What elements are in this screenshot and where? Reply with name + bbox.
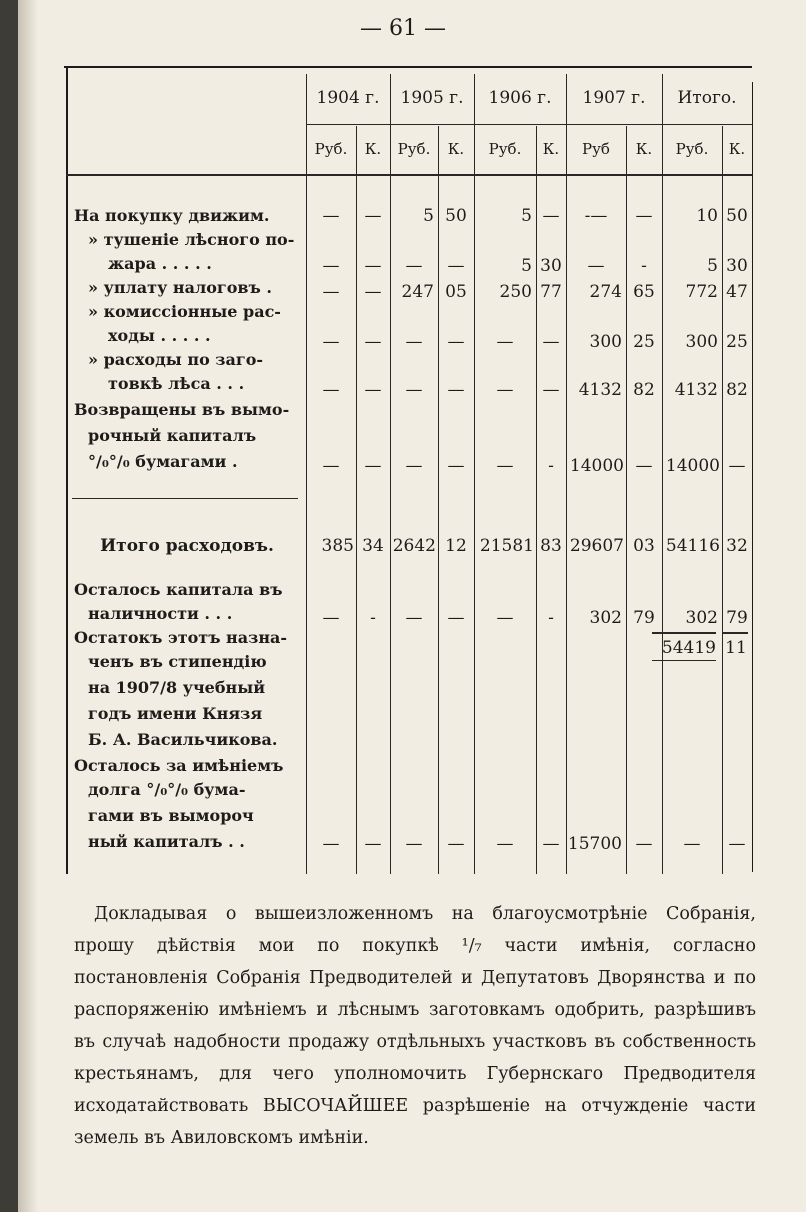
cell: -— bbox=[584, 206, 608, 226]
total-cell: 83 bbox=[540, 536, 562, 556]
header-kop: К. bbox=[728, 140, 746, 158]
cell: 47 bbox=[726, 282, 748, 302]
cell: — bbox=[496, 380, 514, 400]
cell: 82 bbox=[633, 380, 655, 400]
cell: — bbox=[364, 380, 382, 400]
row-label: » тушеніе лѣсного по- bbox=[88, 230, 295, 249]
cell: — bbox=[405, 256, 423, 276]
cell: 79 bbox=[726, 608, 748, 628]
total-cell: 03 bbox=[633, 536, 655, 556]
table-left-rule bbox=[66, 66, 68, 874]
kop-divider bbox=[722, 126, 723, 874]
cell: 274 bbox=[589, 282, 622, 302]
cell: 30 bbox=[540, 256, 562, 276]
header-year: 1906 г. bbox=[488, 88, 552, 108]
subtotal-cell: 54419 bbox=[661, 638, 716, 658]
cell: — bbox=[322, 256, 340, 276]
cell: 14000 bbox=[665, 456, 720, 476]
row-label: на 1907/8 учебный bbox=[88, 678, 266, 697]
cell: - bbox=[548, 608, 554, 628]
cell: — bbox=[364, 206, 382, 226]
header-rule bbox=[306, 124, 752, 125]
row-label: °/₀°/₀ бумагами . bbox=[88, 452, 238, 471]
total-cell: 32 bbox=[726, 536, 748, 556]
subtotal-cell: 11 bbox=[725, 638, 747, 658]
cell: — bbox=[496, 332, 514, 352]
cell: 10 bbox=[696, 206, 718, 226]
cell: — bbox=[542, 332, 560, 352]
gutter-shadow bbox=[18, 0, 38, 1212]
cell: — bbox=[447, 456, 465, 476]
kop-divider bbox=[626, 126, 627, 874]
cell: 79 bbox=[633, 608, 655, 628]
body-paragraph: Докладывая о вышеизложенномъ на благоусмотрѣніе Собранія, прошу дѣйствія мои по покупкѣ ¹/₇ части имѣнія, согласно постановленія Собранія Предводителей и Депутатовъ Дворянства и по распоряженію имѣніемъ и лѣснымъ заготовкамъ одобрить, разрѣшивъ въ случаѣ надобности продажу отдѣльныхъ участковъ въ собственность крестьянамъ, для чего уполномочить Губернскаго Предводителя исходатайствовать ВЫСОЧАЙШЕЕ разрѣшеніе на отчужденіе части земель въ Авиловскомъ имѣніи. bbox=[74, 904, 756, 1148]
row-label: товкѣ лѣса . . . bbox=[108, 374, 245, 393]
header-rub: Руб. bbox=[397, 140, 431, 158]
cell: — bbox=[447, 256, 465, 276]
cell: - bbox=[370, 608, 376, 628]
total-cell: 2642 bbox=[392, 536, 436, 556]
cell: 77 bbox=[540, 282, 562, 302]
cell: — bbox=[322, 608, 340, 628]
row-label: Осталось капитала въ bbox=[74, 580, 283, 599]
row-label: Остатокъ этотъ назна- bbox=[74, 628, 288, 647]
section-rule bbox=[72, 498, 298, 499]
cell: 5 bbox=[423, 206, 434, 226]
row-label: ный капиталъ . . bbox=[88, 832, 245, 851]
cell: — bbox=[364, 332, 382, 352]
subtotal-rule bbox=[722, 632, 748, 634]
cell: — bbox=[405, 456, 423, 476]
cell: — bbox=[322, 456, 340, 476]
row-label: Осталось за имѣніемъ bbox=[74, 756, 284, 775]
cell: 247 bbox=[401, 282, 434, 302]
cell: — bbox=[447, 332, 465, 352]
row-label: рочный капиталъ bbox=[88, 426, 257, 445]
cell: 15700 bbox=[567, 834, 622, 854]
total-cell: 385 bbox=[321, 536, 354, 556]
cell: - bbox=[641, 256, 647, 276]
cell: — bbox=[322, 834, 340, 854]
cell: 300 bbox=[685, 332, 718, 352]
header-total: Итого. bbox=[677, 88, 737, 108]
cell: — bbox=[447, 380, 465, 400]
cell: — bbox=[496, 834, 514, 854]
cell: — bbox=[542, 834, 560, 854]
cell: — bbox=[405, 834, 423, 854]
cell: — bbox=[322, 206, 340, 226]
total-cell: 34 bbox=[362, 536, 384, 556]
cell: 4132 bbox=[578, 380, 622, 400]
cell: 65 bbox=[633, 282, 655, 302]
row-label: ченъ въ стипендію bbox=[88, 652, 267, 671]
cell: 5 bbox=[707, 256, 718, 276]
row-label: годъ имени Князя bbox=[88, 704, 263, 723]
cell: — bbox=[542, 380, 560, 400]
header-year: 1905 г. bbox=[400, 88, 464, 108]
row-label: жара . . . . . bbox=[108, 254, 212, 273]
cell: — bbox=[405, 332, 423, 352]
cell: 14000 bbox=[569, 456, 624, 476]
cell: 250 bbox=[499, 282, 532, 302]
cell: — bbox=[322, 332, 340, 352]
page-number: — 61 — bbox=[360, 16, 446, 41]
cell: — bbox=[364, 256, 382, 276]
cell: — bbox=[587, 256, 605, 276]
cell: 302 bbox=[685, 608, 718, 628]
header-kop: К. bbox=[447, 140, 465, 158]
cell: 772 bbox=[685, 282, 718, 302]
cell: — bbox=[542, 206, 560, 226]
total-cell: 29607 bbox=[569, 536, 624, 556]
cell: 5 bbox=[521, 256, 532, 276]
cell: 50 bbox=[726, 206, 748, 226]
cell: — bbox=[728, 456, 746, 476]
cell: 50 bbox=[445, 206, 467, 226]
cell: 30 bbox=[726, 256, 748, 276]
cell: 82 bbox=[726, 380, 748, 400]
cell: — bbox=[405, 608, 423, 628]
table-right-rule bbox=[752, 82, 753, 872]
header-kop: К. bbox=[364, 140, 382, 158]
kop-divider bbox=[536, 126, 537, 874]
cell: 300 bbox=[589, 332, 622, 352]
row-label: » расходы по заго- bbox=[88, 350, 263, 369]
table-top-rule bbox=[64, 66, 752, 68]
total-cell: 12 bbox=[445, 536, 467, 556]
cell: — bbox=[364, 834, 382, 854]
cell: - bbox=[548, 456, 554, 476]
row-label: ходы . . . . . bbox=[108, 326, 211, 345]
cell: 4132 bbox=[674, 380, 718, 400]
cell: — bbox=[496, 608, 514, 628]
header-rub: Руб bbox=[582, 140, 610, 158]
cell: — bbox=[635, 834, 653, 854]
cell: — bbox=[635, 456, 653, 476]
cell: — bbox=[496, 456, 514, 476]
kop-divider bbox=[356, 126, 357, 874]
cell: — bbox=[322, 380, 340, 400]
cell: 302 bbox=[589, 608, 622, 628]
cell: — bbox=[405, 380, 423, 400]
cell: — bbox=[364, 456, 382, 476]
cell: — bbox=[364, 282, 382, 302]
cell: 5 bbox=[521, 206, 532, 226]
row-label: долга °/₀°/₀ бума- bbox=[88, 780, 246, 799]
cell: 05 bbox=[445, 282, 467, 302]
cell: 25 bbox=[726, 332, 748, 352]
book-gutter bbox=[0, 0, 18, 1212]
cell: — bbox=[322, 282, 340, 302]
kop-divider bbox=[438, 126, 439, 874]
cell: — bbox=[728, 834, 746, 854]
total-label: Итого расходовъ. bbox=[100, 536, 274, 556]
header-rub: Руб. bbox=[488, 140, 522, 158]
row-label: Возвращены въ вымо- bbox=[74, 400, 290, 419]
subtotal-underline bbox=[652, 660, 716, 661]
row-label: На покупку движим. bbox=[74, 206, 270, 225]
header-kop: К. bbox=[635, 140, 653, 158]
header-rub: Руб. bbox=[675, 140, 709, 158]
cell: — bbox=[683, 834, 701, 854]
header-bottom-rule bbox=[66, 174, 752, 176]
total-cell: 54116 bbox=[665, 536, 720, 556]
cell: — bbox=[447, 834, 465, 854]
cell: — bbox=[635, 206, 653, 226]
header-year: 1907 г. bbox=[582, 88, 646, 108]
cell: 25 bbox=[633, 332, 655, 352]
total-cell: 21581 bbox=[479, 536, 534, 556]
cell: — bbox=[447, 608, 465, 628]
header-rub: Руб. bbox=[314, 140, 348, 158]
header-year: 1904 г. bbox=[316, 88, 380, 108]
subtotal-rule bbox=[652, 632, 716, 634]
row-label: » уплату налоговъ . bbox=[88, 278, 272, 297]
row-label: Б. А. Васильчикова. bbox=[88, 730, 278, 749]
row-label: гами въ вымороч bbox=[88, 806, 254, 825]
row-label: » комиссіонные рас- bbox=[88, 302, 281, 321]
header-kop: К. bbox=[542, 140, 560, 158]
row-label: наличности . . . bbox=[88, 604, 233, 623]
